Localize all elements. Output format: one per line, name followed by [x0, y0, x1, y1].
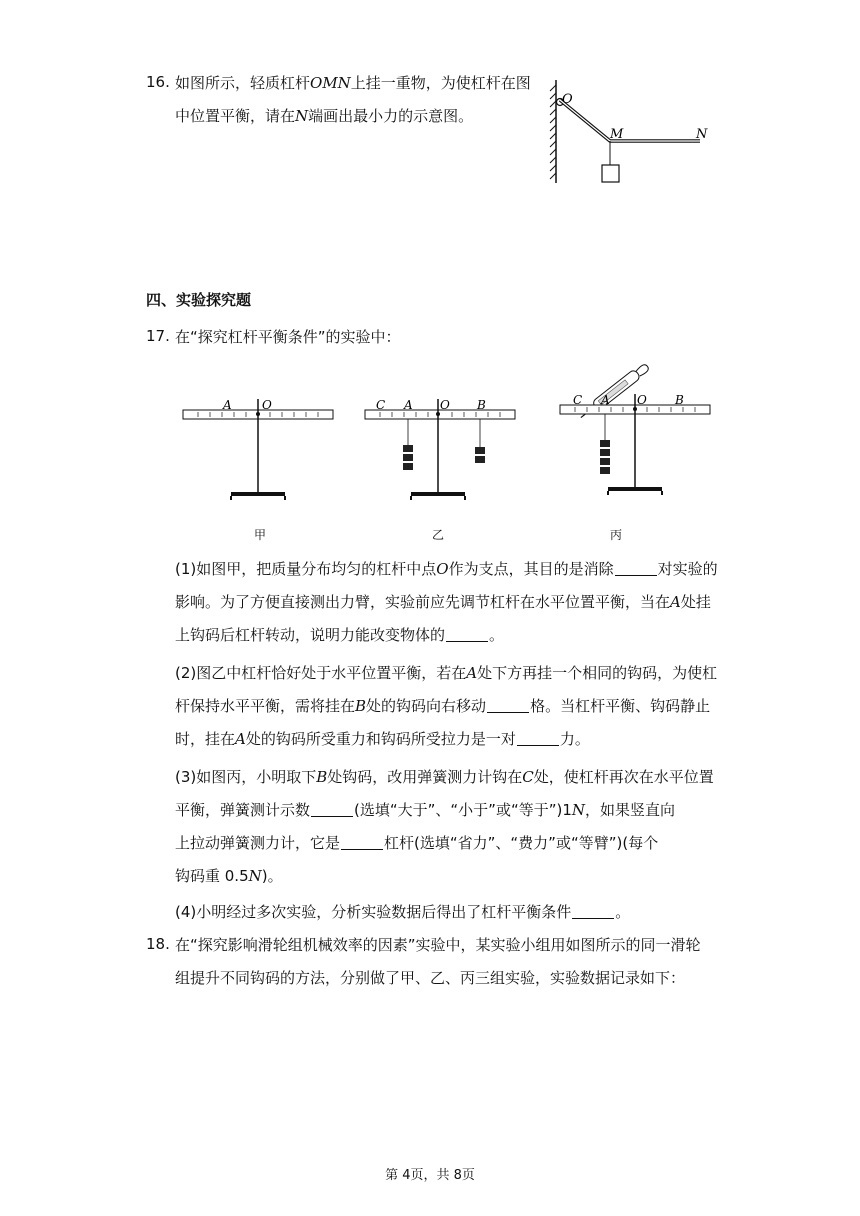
text-run: (4)小明经过多次实验，分析实验数据后得出了杠杆平衡条件: [175, 903, 572, 921]
text-run: 处挂: [680, 593, 711, 611]
yi-label-a: A: [404, 398, 413, 412]
yi-label-c: C: [376, 398, 386, 412]
q16-line-1: [175, 73, 531, 93]
answer-blank: [446, 627, 488, 642]
lever-omn-figure: [540, 75, 720, 190]
q17-text-line: [175, 663, 717, 683]
text-run: 端画出最小力的示意图。: [308, 107, 474, 125]
bing-label-c: C: [573, 393, 583, 407]
q16-line-2: [175, 106, 473, 126]
label-n: N: [696, 127, 708, 142]
caption-jia: 甲: [254, 528, 267, 542]
text-run: 杠杆(选填“省力”、“费力”或“等臂”)(每个: [384, 834, 659, 852]
text-run: 。: [489, 626, 505, 644]
q17-text-line: [175, 866, 283, 886]
text-run: 作为支点，其目的是消除: [448, 560, 614, 578]
math-variable: N: [571, 801, 586, 819]
page-footer: 第 4页，共 8页: [385, 1168, 475, 1183]
text-run: 格。当杠杆平衡、钩码静止: [530, 697, 711, 715]
text-run: 组提升不同钩码的方法，分别做了甲、乙、丙三组实验，实验数据记录如下：: [175, 969, 686, 987]
text-run: 力。: [559, 730, 590, 748]
math-variable: A: [466, 664, 478, 682]
text-run: 杆保持水平平衡，需将挂在: [175, 697, 356, 715]
math-variable: N: [295, 107, 309, 125]
lever-figure-jia: [178, 395, 338, 510]
text-run: 对实验的: [657, 560, 718, 578]
q17-number: 17.: [146, 327, 170, 345]
answer-blank: [487, 698, 529, 713]
q17-text-line: [175, 559, 718, 579]
bing-label-a: A: [601, 393, 610, 407]
text-run: 上拉动弹簧测力计，它是: [175, 834, 341, 852]
text-run: 钩码重 0.5: [175, 867, 249, 885]
q17-text-line: [175, 729, 590, 749]
q17-text-line: [175, 696, 710, 716]
jia-label-a: A: [223, 398, 232, 412]
math-variable: B: [316, 768, 328, 786]
text-run: (选填“大于”、“小于”或“等于”)1: [354, 801, 572, 819]
yi-label-b: B: [477, 398, 486, 412]
answer-blank: [341, 835, 383, 850]
caption-bing: 丙: [610, 528, 623, 542]
text-run: 如图所示，轻质杠杆: [175, 74, 311, 92]
label-o: O: [562, 92, 573, 107]
text-run: (2)图乙中杠杆恰好处于水平位置平衡，若在: [175, 664, 467, 682]
q17-text-line: [175, 902, 630, 922]
text-run: 在“探究影响滑轮组机械效率的因素”实验中，某实验小组用如图所示的同一滑轮: [175, 936, 701, 954]
q18-text-line: [175, 968, 685, 988]
text-run: 处的钩码向右移动: [366, 697, 487, 715]
text-run: 平衡，弹簧测计示数: [175, 801, 311, 819]
lever-figure-bing: [555, 360, 715, 500]
q17-text-line: [175, 800, 675, 820]
label-m: M: [610, 127, 624, 142]
text-run: 上钩码后杠杆转动，说明力能改变物体的: [175, 626, 446, 644]
text-run: (3)如图丙，小明取下: [175, 768, 317, 786]
text-run: 。: [615, 903, 631, 921]
answer-blank: [615, 561, 657, 576]
q17-text-line: [175, 592, 711, 612]
q17-text-line: [175, 767, 714, 787]
math-variable: B: [355, 697, 367, 715]
q16-number: 16.: [146, 73, 170, 91]
text-run: 上挂一重物，为使杠杆在图: [350, 74, 531, 92]
answer-blank: [572, 904, 614, 919]
math-variable: A: [235, 730, 246, 748]
jia-label-o: O: [262, 398, 272, 412]
answer-blank: [311, 802, 353, 817]
math-variable: N: [248, 867, 262, 885]
math-variable: A: [670, 593, 681, 611]
math-variable: OMN: [310, 74, 351, 92]
caption-yi: 乙: [432, 528, 445, 542]
text-run: 处下方再挂一个相同的钩码，为使杠: [477, 664, 718, 682]
q18-number: 18.: [146, 935, 170, 953]
q17-text-line: [175, 625, 504, 645]
text-run: 处，使杠杆再次在水平位置: [533, 768, 714, 786]
q17-intro: 在“探究杠杆平衡条件”的实验中：: [175, 328, 401, 346]
text-run: (1)如图甲，把质量分布均匀的杠杆中点: [175, 560, 437, 578]
q18-text-line: [175, 935, 701, 955]
bing-label-o: O: [637, 393, 647, 407]
math-variable: O: [436, 560, 449, 578]
text-run: 时，挂在: [175, 730, 236, 748]
text-run: 处的钩码所受重力和钩码所受拉力是一对: [245, 730, 516, 748]
bing-label-b: B: [675, 393, 684, 407]
yi-label-o: O: [440, 398, 450, 412]
lever-figure-yi: [360, 395, 520, 510]
answer-blank: [517, 731, 559, 746]
q17-text-line: [175, 833, 658, 853]
text-run: ，如果竖直向: [585, 801, 676, 819]
text-run: )。: [261, 867, 283, 885]
text-run: 处钩码，改用弹簧测力计钩在: [327, 768, 523, 786]
text-run: 影响。为了方便直接测出力臂，实验前应先调节杠杆在水平位置平衡，当在: [175, 593, 671, 611]
section-title: 四、实验探究题: [146, 291, 252, 309]
text-run: 中位置平衡，请在: [175, 107, 296, 125]
math-variable: C: [522, 768, 534, 786]
